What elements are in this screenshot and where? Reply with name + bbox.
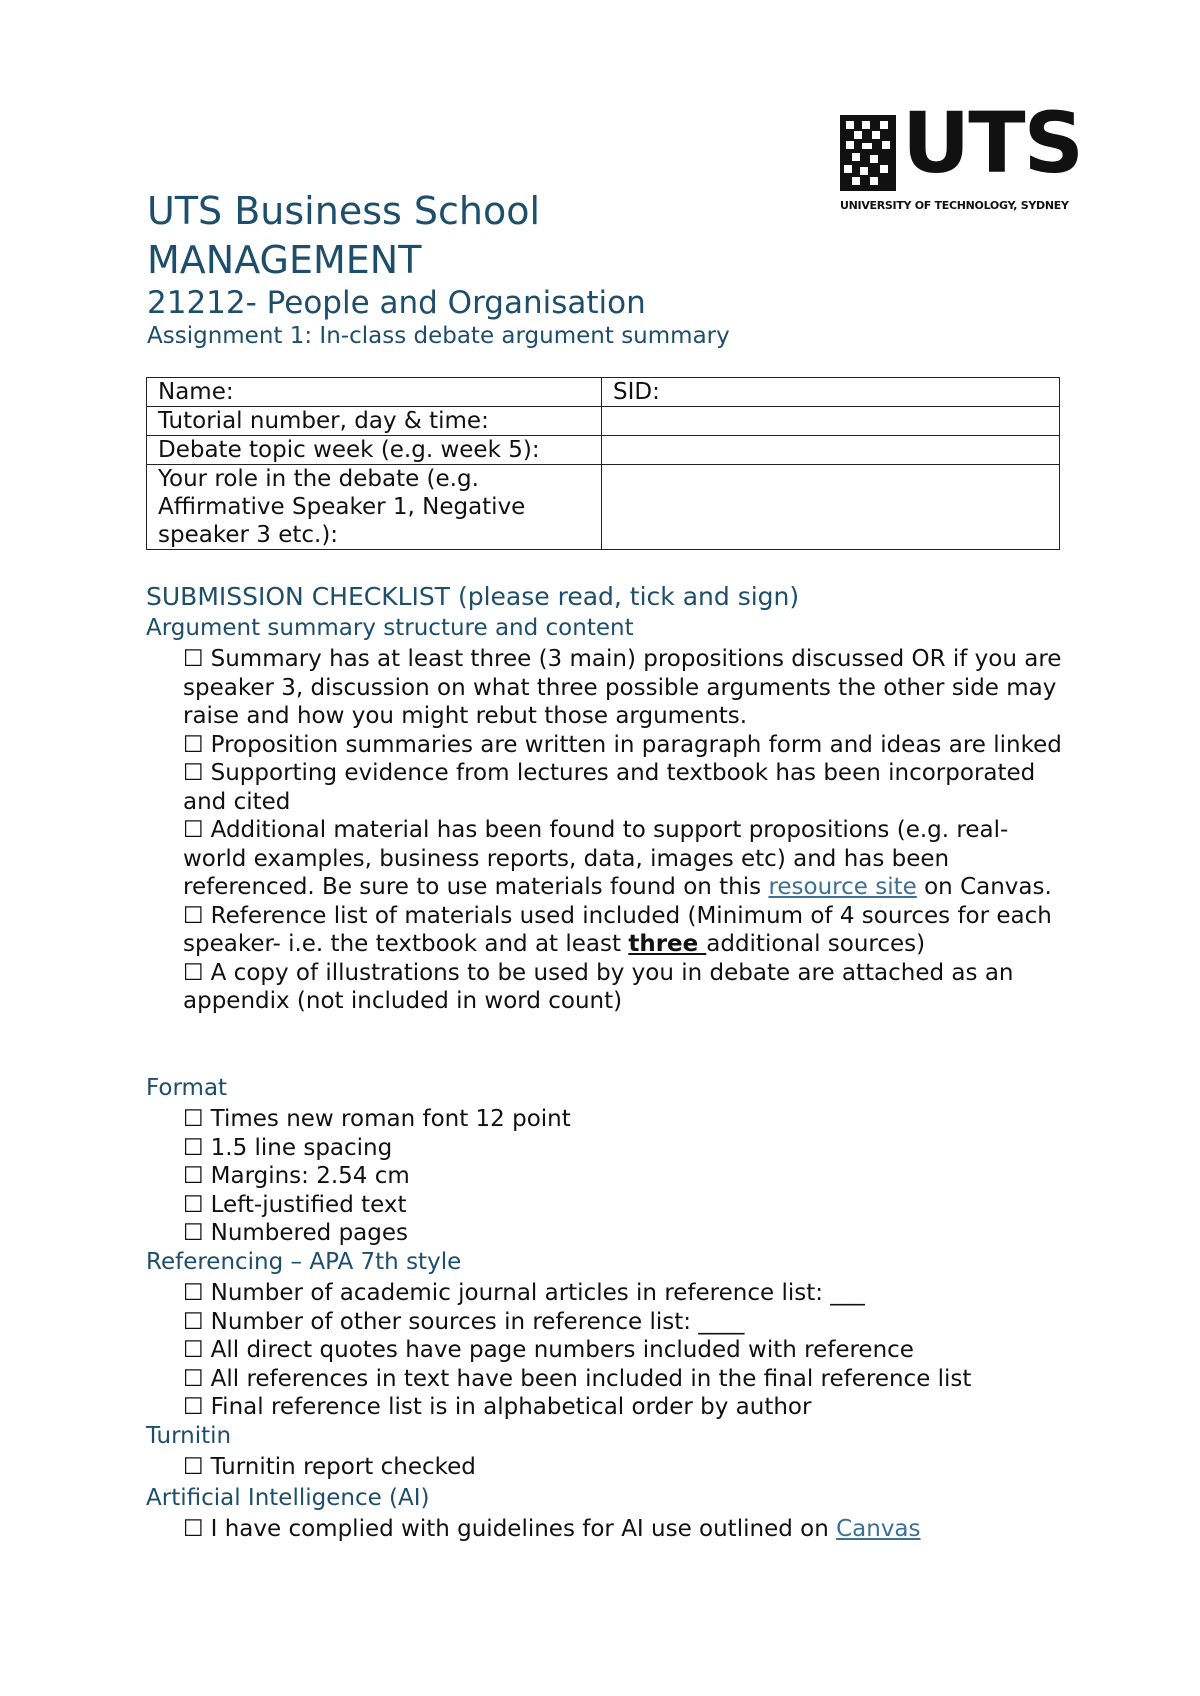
uts-logo <box>840 94 1083 215</box>
list-item: ☐ Number of academic journal articles in reference list: ___ <box>183 1280 865 1306</box>
sid-label[interactable]: SID: <box>602 378 1060 407</box>
content-heading: Argument summary structure and content <box>146 615 634 641</box>
list-item: ☐ Proposition summaries are written in paragraph form and ideas are linked <box>183 731 1062 758</box>
list-item: ☐ Margins: 2.54 cm <box>183 1163 410 1189</box>
list-item: ☐ Turnitin report checked <box>183 1454 476 1480</box>
list-item: ☐ 1.5 line spacing <box>183 1134 393 1161</box>
checkbox[interactable]: ☐ <box>183 1163 204 1189</box>
ai-heading: Artificial Intelligence (AI) <box>146 1485 430 1511</box>
ai-items <box>183 1515 1063 1544</box>
name-label: Name: <box>147 378 602 407</box>
table-row <box>147 407 1060 436</box>
checkbox[interactable]: ☐ <box>183 760 204 786</box>
list-item: ☐ Supporting evidence from lectures and textbook has been incorporated and cited <box>183 760 1036 815</box>
student-details-table <box>146 377 1060 550</box>
checkbox[interactable]: ☐ <box>183 646 204 672</box>
table-row <box>147 378 1060 407</box>
list-item: ☐ All references in text have been included in the final reference list <box>183 1365 972 1392</box>
checkbox[interactable]: ☐ <box>183 731 204 758</box>
checkbox[interactable]: ☐ <box>183 959 204 986</box>
list-item: ☐ Number of other sources in reference list: ____ <box>183 1308 745 1335</box>
table-row <box>147 465 1060 550</box>
checkbox[interactable]: ☐ <box>183 1454 204 1480</box>
referencing-items <box>183 1279 1063 1422</box>
canvas-link[interactable]: Canvas <box>836 1516 921 1542</box>
checkbox[interactable]: ☐ <box>183 1365 204 1392</box>
format-heading: Format <box>146 1075 228 1101</box>
referencing-heading: Referencing – APA 7th style <box>146 1249 462 1275</box>
checkbox[interactable]: ☐ <box>183 1516 204 1542</box>
course-title: 21212- People and Organisation <box>147 285 646 321</box>
checklist-title: SUBMISSION CHECKLIST (please read, tick and sign) <box>146 582 800 611</box>
department-title: MANAGEMENT <box>147 238 422 282</box>
uts-crest-icon <box>840 115 896 191</box>
format-items <box>183 1105 1063 1248</box>
checkbox[interactable]: ☐ <box>183 1106 204 1132</box>
tutorial-label: Tutorial number, day & time: <box>147 407 602 436</box>
role-label: Your role in the debate (e.g. Affirmative Speaker 1, Negative speaker 3 etc.): <box>147 465 602 550</box>
list-item: ☐ Left-justified text <box>183 1191 407 1218</box>
checkbox[interactable]: ☐ <box>183 902 204 929</box>
role-value-cell[interactable] <box>602 465 1060 550</box>
list-item: ☐ Reference list of materials used included (Minimum of 4 sources for each speaker- i.e. the textbook and at least three additional sources) <box>183 902 1052 957</box>
checkbox[interactable]: ☐ <box>183 1220 204 1246</box>
week-value-cell[interactable] <box>602 436 1060 465</box>
week-label: Debate topic week (e.g. week 5): <box>147 436 602 465</box>
checkbox[interactable]: ☐ <box>183 1280 204 1306</box>
logo-wordmark: UTS <box>902 94 1083 192</box>
logo-subtitle: UNIVERSITY OF TECHNOLOGY, SYDNEY <box>840 199 1069 212</box>
list-item: ☐ Summary has at least three (3 main) propositions discussed OR if you are speaker 3, discussion on what three possible arguments the other side may raise and how you might rebut those arguments. <box>183 646 1062 729</box>
checkbox[interactable]: ☐ <box>183 1337 204 1363</box>
list-item: ☐ All direct quotes have page numbers included with reference <box>183 1337 914 1363</box>
assignment-title: Assignment 1: In-class debate argument summary <box>147 323 730 349</box>
school-title: UTS Business School <box>147 189 541 233</box>
list-item: ☐ Additional material has been found to support propositions (e.g. real-world examples, business reports, data, images etc) and has been referenced. Be sure to use materials found on this resource site on Canvas. <box>183 817 1052 900</box>
tutorial-value-cell[interactable] <box>602 407 1060 436</box>
table-row <box>147 436 1060 465</box>
list-item: ☐ Times new roman font 12 point <box>183 1106 571 1132</box>
turnitin-heading: Turnitin <box>146 1423 232 1449</box>
list-item: ☐ I have complied with guidelines for AI use outlined on Canvas <box>183 1516 921 1542</box>
checkbox[interactable]: ☐ <box>183 1394 204 1420</box>
checkbox[interactable]: ☐ <box>183 1308 204 1335</box>
content-items <box>183 645 1063 1016</box>
checkbox[interactable]: ☐ <box>183 817 204 843</box>
checkbox[interactable]: ☐ <box>183 1191 204 1218</box>
list-item: ☐ Final reference list is in alphabetical order by author <box>183 1394 812 1420</box>
checkbox[interactable]: ☐ <box>183 1134 204 1161</box>
list-item: ☐ Numbered pages <box>183 1220 409 1246</box>
resource-site-link[interactable]: resource site <box>768 874 917 900</box>
turnitin-items <box>183 1453 1063 1482</box>
list-item: ☐ A copy of illustrations to be used by you in debate are attached as an appendix (not included in word count) <box>183 959 1014 1014</box>
